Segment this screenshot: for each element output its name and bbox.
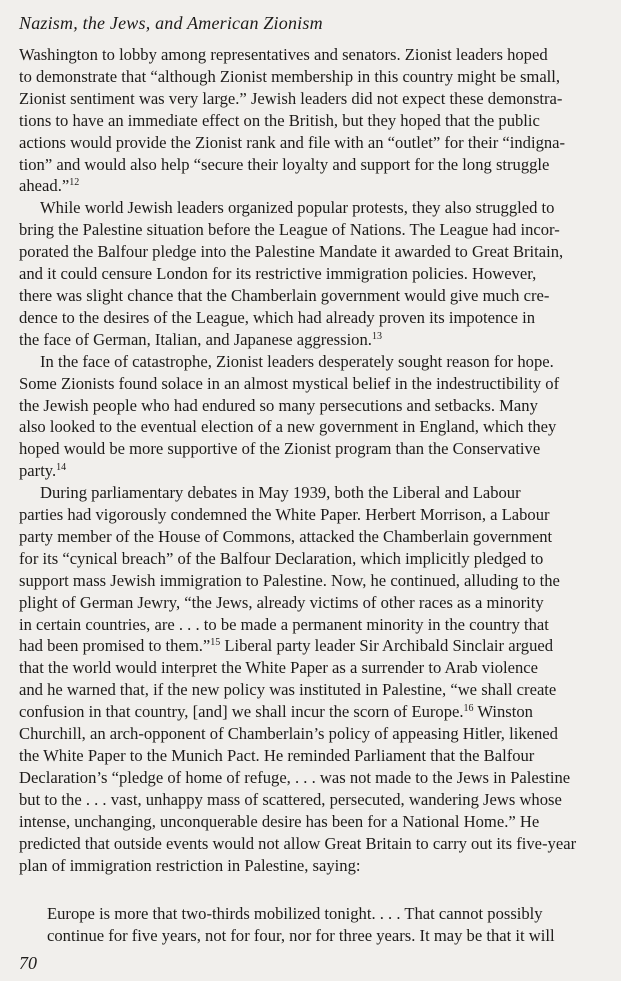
text-fragment: Winston [473, 702, 533, 722]
running-header: Nazism, the Jews, and American Zionism [19, 13, 323, 33]
text-line: and he warned that, if the new policy was instituted in Palestine, “we shall create [19, 680, 557, 700]
text-line: bring the Palestine situation before the League of Nations. The League had incor- [19, 220, 560, 240]
text-line: the White Paper to the Munich Pact. He reminded Parliament that the Balfour [19, 746, 535, 765]
text-fragment: confusion in that country, [and] we shall incur the scorn of Europe. [19, 702, 464, 722]
text-line [19, 175, 588, 197]
paragraph [19, 351, 588, 482]
text-line: for its “cynical breach” of the Balfour Declaration, which implicitly pledged to [19, 548, 544, 568]
text-line: plan of immigration restriction in Palestine, saying: [19, 855, 361, 875]
footnote-ref[interactable]: 13 [371, 330, 382, 342]
text-line: plight of German Jewry, “the Jews, already victims of other races as a minority [19, 592, 544, 612]
text-line: and it could censure London for its restrictive immigration policies. However, [19, 264, 537, 284]
text-line: intense, unchanging, unconquerable desire has been for a National Home.” He [19, 811, 540, 831]
text-line: parties had vigorously condemned the White Paper. Herbert Morrison, a Labour [19, 505, 550, 525]
block-quote [47, 903, 589, 947]
text-line: but to the . . . vast, unhappy mass of scattered, persecuted, wandering Jews whose [19, 789, 562, 809]
text-line: hoped would be more supportive of the Zionist program than the Conservative [19, 439, 541, 459]
paragraph [19, 197, 588, 350]
text-line: Zionist sentiment was very large.” Jewish leaders did not expect these demonstra- [19, 88, 563, 108]
text-line: Some Zionists found solace in an almost mystical belief in the indestructibility of [19, 373, 560, 393]
text-line: Washington to lobby among representatives and senators. Zionist leaders hoped [19, 45, 548, 64]
text-line: Churchill, an arch-opponent of Chamberlain’s policy of appeasing Hitler, likened [19, 724, 558, 744]
paragraph [19, 482, 588, 876]
body-text [19, 44, 588, 876]
text-line: Declaration’s “pledge of home of refuge, . . . was not made to the Jews in Palestine [19, 767, 571, 787]
text-line: actions would provide the Zionist rank and file with an “outlet” for their “indigna- [19, 132, 566, 152]
text-line [19, 635, 588, 657]
text-line: in certain countries, are . . . to be made a permanent minority in the country that [19, 614, 549, 634]
text-fragment: ahead.” [19, 176, 70, 196]
footnote-ref[interactable]: 14 [56, 462, 67, 474]
text-line [19, 460, 588, 482]
text-line: that the world would interpret the White Paper as a surrender to Arab violence [19, 658, 538, 678]
text-line: tions to have an immediate effect on the British, but they hoped that the public [19, 110, 540, 130]
text-line: predicted that outside events would not allow Great Britain to carry out its five-year [19, 833, 577, 853]
text-line: party member of the House of Commons, attacked the Chamberlain government [19, 526, 553, 546]
paragraph [19, 44, 588, 197]
footnote-ref[interactable]: 16 [463, 703, 474, 715]
quote-line: Europe is more that two-thirds mobilized tonight. . . . That cannot possibly [47, 904, 543, 923]
quote-line: continue for five years, not for four, nor for three years. It may be that it will [47, 926, 555, 945]
text-line: dence to the desires of the League, which had already proven its impotence in [19, 307, 536, 327]
text-line [19, 329, 588, 351]
text-line: support mass Jewish immigration to Palestine. Now, he continued, alluding to the [19, 570, 560, 590]
text-line: porated the Balfour pledge into the Palestine Mandate it awarded to Great Britain, [19, 242, 564, 262]
text-line: During parliamentary debates in May 1939, both the Liberal and Labour [40, 483, 521, 503]
text-fragment: had been promised to them.” [19, 636, 211, 656]
text-fragment: Liberal party leader Sir Archibald Sinclair argued [220, 636, 554, 656]
text-line [19, 701, 588, 723]
page-number: 70 [19, 953, 37, 973]
footnote-ref[interactable]: 12 [69, 177, 80, 189]
text-line: While world Jewish leaders organized popular protests, they also struggled to [40, 198, 555, 218]
text-line: to demonstrate that “although Zionist membership in this country might be small, [19, 66, 561, 86]
text-line: there was slight chance that the Chamberlain government would give much cre- [19, 285, 550, 305]
text-fragment: the face of German, Italian, and Japanese aggression. [19, 329, 372, 349]
text-line: tion” and would also help “secure their loyalty and support for the long struggle [19, 154, 550, 174]
footnote-ref[interactable]: 15 [210, 637, 221, 649]
text-fragment: party. [19, 461, 57, 481]
text-line: the Jewish people who had endured so many persecutions and setbacks. Many [19, 395, 538, 415]
text-line: also looked to the eventual election of a new government in England, which they [19, 417, 557, 437]
text-line: In the face of catastrophe, Zionist leaders desperately sought reason for hope. [40, 351, 554, 371]
